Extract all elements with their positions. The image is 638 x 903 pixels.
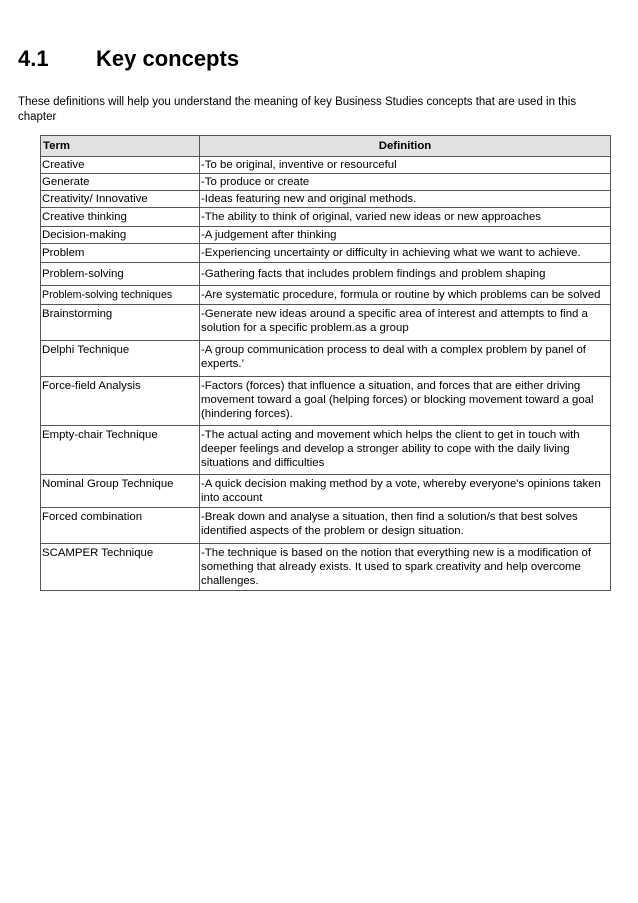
definition-cell: -The technique is based on the notion that everything new is a modification of something that already exists. It used to spark creativity and help overcome challenges.: [200, 544, 611, 591]
term-cell: Problem-solving: [41, 263, 200, 286]
definition-cell: -A quick decision making method by a vote, whereby everyone's opinions taken into account: [200, 475, 611, 508]
table-row: [41, 244, 611, 263]
term-cell: Delphi Technique: [41, 341, 200, 377]
definition-cell: -Gathering facts that includes problem findings and problem shaping: [200, 263, 611, 286]
table-row: [41, 475, 611, 508]
section-number: 4.1: [18, 46, 49, 71]
table-row: [41, 426, 611, 475]
definition-cell: -A judgement after thinking: [200, 227, 611, 244]
table-row: [41, 377, 611, 426]
table-row: [41, 305, 611, 341]
term-cell: Brainstorming: [41, 305, 200, 341]
term-cell: Decision-making: [41, 227, 200, 244]
definition-cell: -The actual acting and movement which helps the client to get in touch with deeper feelings and develop a stronger ability to cope with the daily living situations and difficulties: [200, 426, 611, 475]
definition-cell: -A group communication process to deal with a complex problem by panel of experts.’: [200, 341, 611, 377]
definition-cell: -To produce or create: [200, 174, 611, 191]
definition-cell: -Are systematic procedure, formula or routine by which problems can be solved: [200, 286, 611, 305]
column-header-term: Term: [41, 136, 200, 157]
term-cell: Creativity/ Innovative: [41, 191, 200, 208]
table-row: [41, 191, 611, 208]
table-row: [41, 208, 611, 227]
table-row: [41, 286, 611, 305]
term-cell: Forced combination: [41, 508, 200, 544]
column-header-definition: Definition: [200, 136, 611, 157]
term-cell: Force-field Analysis: [41, 377, 200, 426]
definition-cell: -Break down and analyse a situation, then find a solution/s that best solves identified aspects of the problem or design situation.: [200, 508, 611, 544]
term-cell: Empty-chair Technique: [41, 426, 200, 475]
table-row: [41, 508, 611, 544]
term-cell: SCAMPER Technique: [41, 544, 200, 591]
intro-paragraph: These definitions will help you understand the meaning of key Business Studies concepts that are used in this chapter: [18, 96, 577, 123]
definition-cell: -Ideas featuring new and original methods.: [200, 191, 611, 208]
table-row: [41, 341, 611, 377]
term-cell: Nominal Group Technique: [41, 475, 200, 508]
table-row: [41, 263, 611, 286]
term-cell: Generate: [41, 174, 200, 191]
table-header-row: [41, 136, 611, 157]
section-title: Key concepts: [96, 46, 240, 71]
definition-cell: -Generate new ideas around a specific area of interest and attempts to find a solution for a specific problem.as a group: [200, 305, 611, 341]
definition-cell: -Experiencing uncertainty or difficulty in achieving what we want to achieve.: [200, 244, 611, 263]
section-heading: [18, 46, 239, 72]
table-row: [41, 227, 611, 244]
term-cell: Creative: [41, 157, 200, 174]
term-cell: Problem: [41, 244, 200, 263]
definition-cell: -To be original, inventive or resourceful: [200, 157, 611, 174]
table-row: [41, 544, 611, 591]
key-concepts-table: [40, 135, 611, 591]
term-cell: Creative thinking: [41, 208, 200, 227]
table-row: [41, 157, 611, 174]
definition-cell: -Factors (forces) that influence a situation, and forces that are either driving movement toward a goal (helping forces) or blocking movement toward a goal (hindering forces).: [200, 377, 611, 426]
definition-cell: -The ability to think of original, varied new ideas or new approaches: [200, 208, 611, 227]
table-row: [41, 174, 611, 191]
term-cell: Problem-solving techniques: [41, 286, 200, 305]
